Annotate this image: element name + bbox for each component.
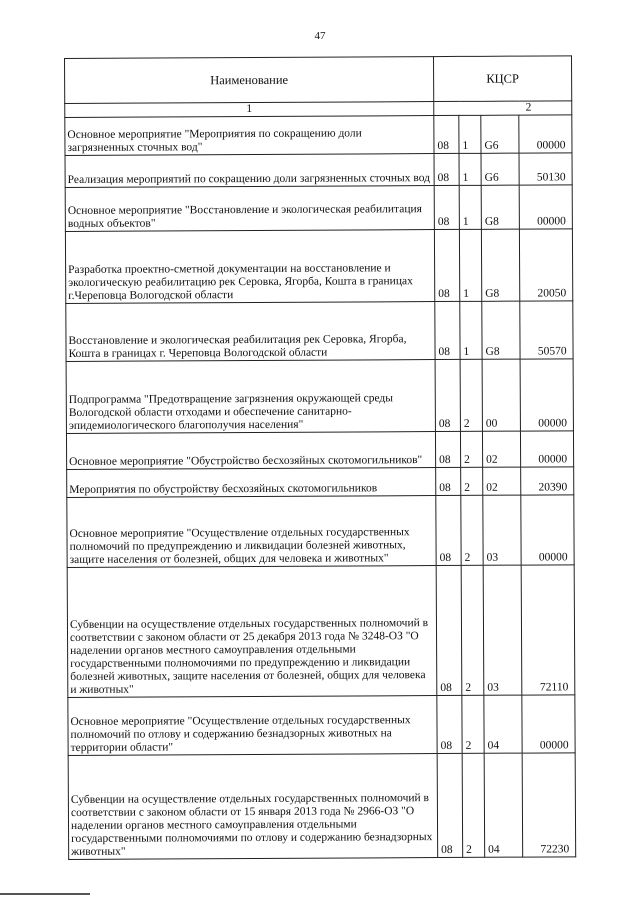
- row-name: Разработка проектно-сметной документации на восстановление и экологическую реабилитацию рек Серовка, Ягорба, Кошта в границах г.Череповца Вологодской области: [65, 230, 434, 304]
- table-row: [67, 495, 574, 568]
- code-subprogram: 2: [462, 695, 484, 753]
- code-direction: 00000: [519, 115, 572, 153]
- code-subprogram: 2: [460, 431, 482, 467]
- row-name: Основное мероприятие "Осуществление отдельных государственных полномочий по предупреждению и ликвидации болезней животных, защите населения от болезней, общих для человека и животных": [67, 496, 436, 568]
- table-row: [67, 467, 574, 498]
- code-direction: 00000: [522, 695, 575, 753]
- code-direction: 20390: [521, 467, 574, 495]
- table-row: [65, 153, 572, 188]
- code-direction: 00000: [521, 495, 574, 565]
- row-name: Субвенции на осуществление отдельных государственных полномочий в соответствии с законом области от 25 декабря 2013 года № 3248-ОЗ "О наделении органов местного самоуправления отдельными государственными полномочиями по предупреждению и ликвидации болезней животных, защите населения от болезней, общих для человека и животных": [67, 566, 437, 698]
- code-event: G6: [481, 153, 519, 185]
- code-event: G8: [481, 229, 519, 301]
- row-name: Подпрограмма "Предотвращение загрязнения окружающей среды Вологодской области отходами и обеспечение санитарно-эпидемиологического благополучия населения": [66, 360, 435, 434]
- code-direction: 50130: [519, 153, 572, 185]
- footer-rule: [0, 893, 90, 895]
- code-direction: 72110: [521, 565, 575, 695]
- table-row: [68, 695, 575, 756]
- code-direction: 00000: [520, 431, 573, 467]
- code-direction: 20050: [519, 229, 572, 301]
- code-direction: 50570: [520, 301, 573, 359]
- code-event: G6: [481, 115, 519, 153]
- table-row: [66, 301, 573, 362]
- row-name: Основное мероприятие "Мероприятия по сокращению доли загрязненных сточных вод": [65, 116, 434, 156]
- code-direction: 72230: [522, 753, 576, 857]
- code-program: 08: [434, 185, 459, 229]
- table-row: [66, 431, 573, 470]
- code-subprogram: 1: [459, 153, 481, 185]
- table-row: [66, 359, 573, 434]
- code-program: 08: [437, 695, 462, 753]
- row-name: Восстановление и экологическая реабилитация рек Серовка, Ягорба, Кошта в границах г. Череповца Вологодской области: [66, 302, 435, 362]
- row-name: Основное мероприятие "Восстановление и экологическая реабилитация водных объектов": [65, 186, 434, 232]
- code-program: 08: [435, 301, 460, 359]
- code-event: 00: [482, 359, 520, 431]
- code-event: 03: [483, 495, 521, 565]
- code-subprogram: 1: [459, 229, 481, 301]
- code-subprogram: 1: [460, 301, 482, 359]
- code-event: 04: [484, 753, 523, 857]
- code-program: 08: [435, 431, 460, 467]
- table-row: [65, 185, 572, 232]
- page-number: 47: [314, 30, 326, 42]
- table-row: [67, 565, 575, 698]
- code-subprogram: 2: [462, 753, 485, 857]
- code-direction: 00000: [520, 359, 573, 431]
- code-subprogram: 2: [461, 565, 484, 695]
- code-event: G8: [482, 301, 520, 359]
- code-program: 08: [436, 495, 461, 565]
- code-subprogram: 1: [459, 115, 481, 153]
- row-name: Основное мероприятие "Обустройство бесхозяйных скотомогильников": [66, 432, 435, 470]
- code-event: G8: [481, 185, 519, 229]
- column-number-2: 2: [434, 101, 572, 116]
- row-name: Субвенции на осуществление отдельных государственных полномочий в соответствии с законом области от 15 января 2013 года № 2966-ОЗ "О наделении органов местного самоуправления отдельными государственными полномочиями по отлову и содержанию безнадзорных животных": [68, 754, 438, 860]
- row-name: Основное мероприятие "Осуществление отдельных государственных полномочий по отлову и содержанию безнадзорных животных на территории области": [68, 696, 437, 756]
- code-event: 04: [484, 695, 522, 753]
- row-name: Мероприятия по обустройству бесхозяйных скотомогильников: [67, 468, 436, 498]
- code-program: 08: [437, 753, 463, 857]
- table-row: [65, 115, 572, 156]
- code-subprogram: 2: [461, 467, 483, 495]
- header-name: Наименование: [65, 57, 434, 104]
- code-event: 02: [483, 467, 521, 495]
- code-direction: 00000: [519, 185, 572, 229]
- table-row: [65, 229, 572, 304]
- code-program: 08: [435, 359, 460, 431]
- code-event: 03: [483, 565, 522, 695]
- code-program: 08: [434, 229, 459, 301]
- code-program: 08: [434, 153, 459, 185]
- code-event: 02: [482, 431, 520, 467]
- code-program: 08: [436, 467, 461, 495]
- budget-classification-table: [64, 55, 576, 860]
- table-row: [68, 753, 576, 860]
- code-subprogram: 2: [460, 359, 482, 431]
- column-number-1: 1: [65, 102, 434, 118]
- row-name: Реализация мероприятий по сокращению доли загрязненных сточных вод: [65, 154, 434, 188]
- header-kcsr: КЦСР: [433, 56, 571, 102]
- code-subprogram: 1: [459, 185, 481, 229]
- code-program: 08: [436, 565, 462, 695]
- code-subprogram: 2: [461, 495, 483, 565]
- code-program: 08: [434, 115, 459, 153]
